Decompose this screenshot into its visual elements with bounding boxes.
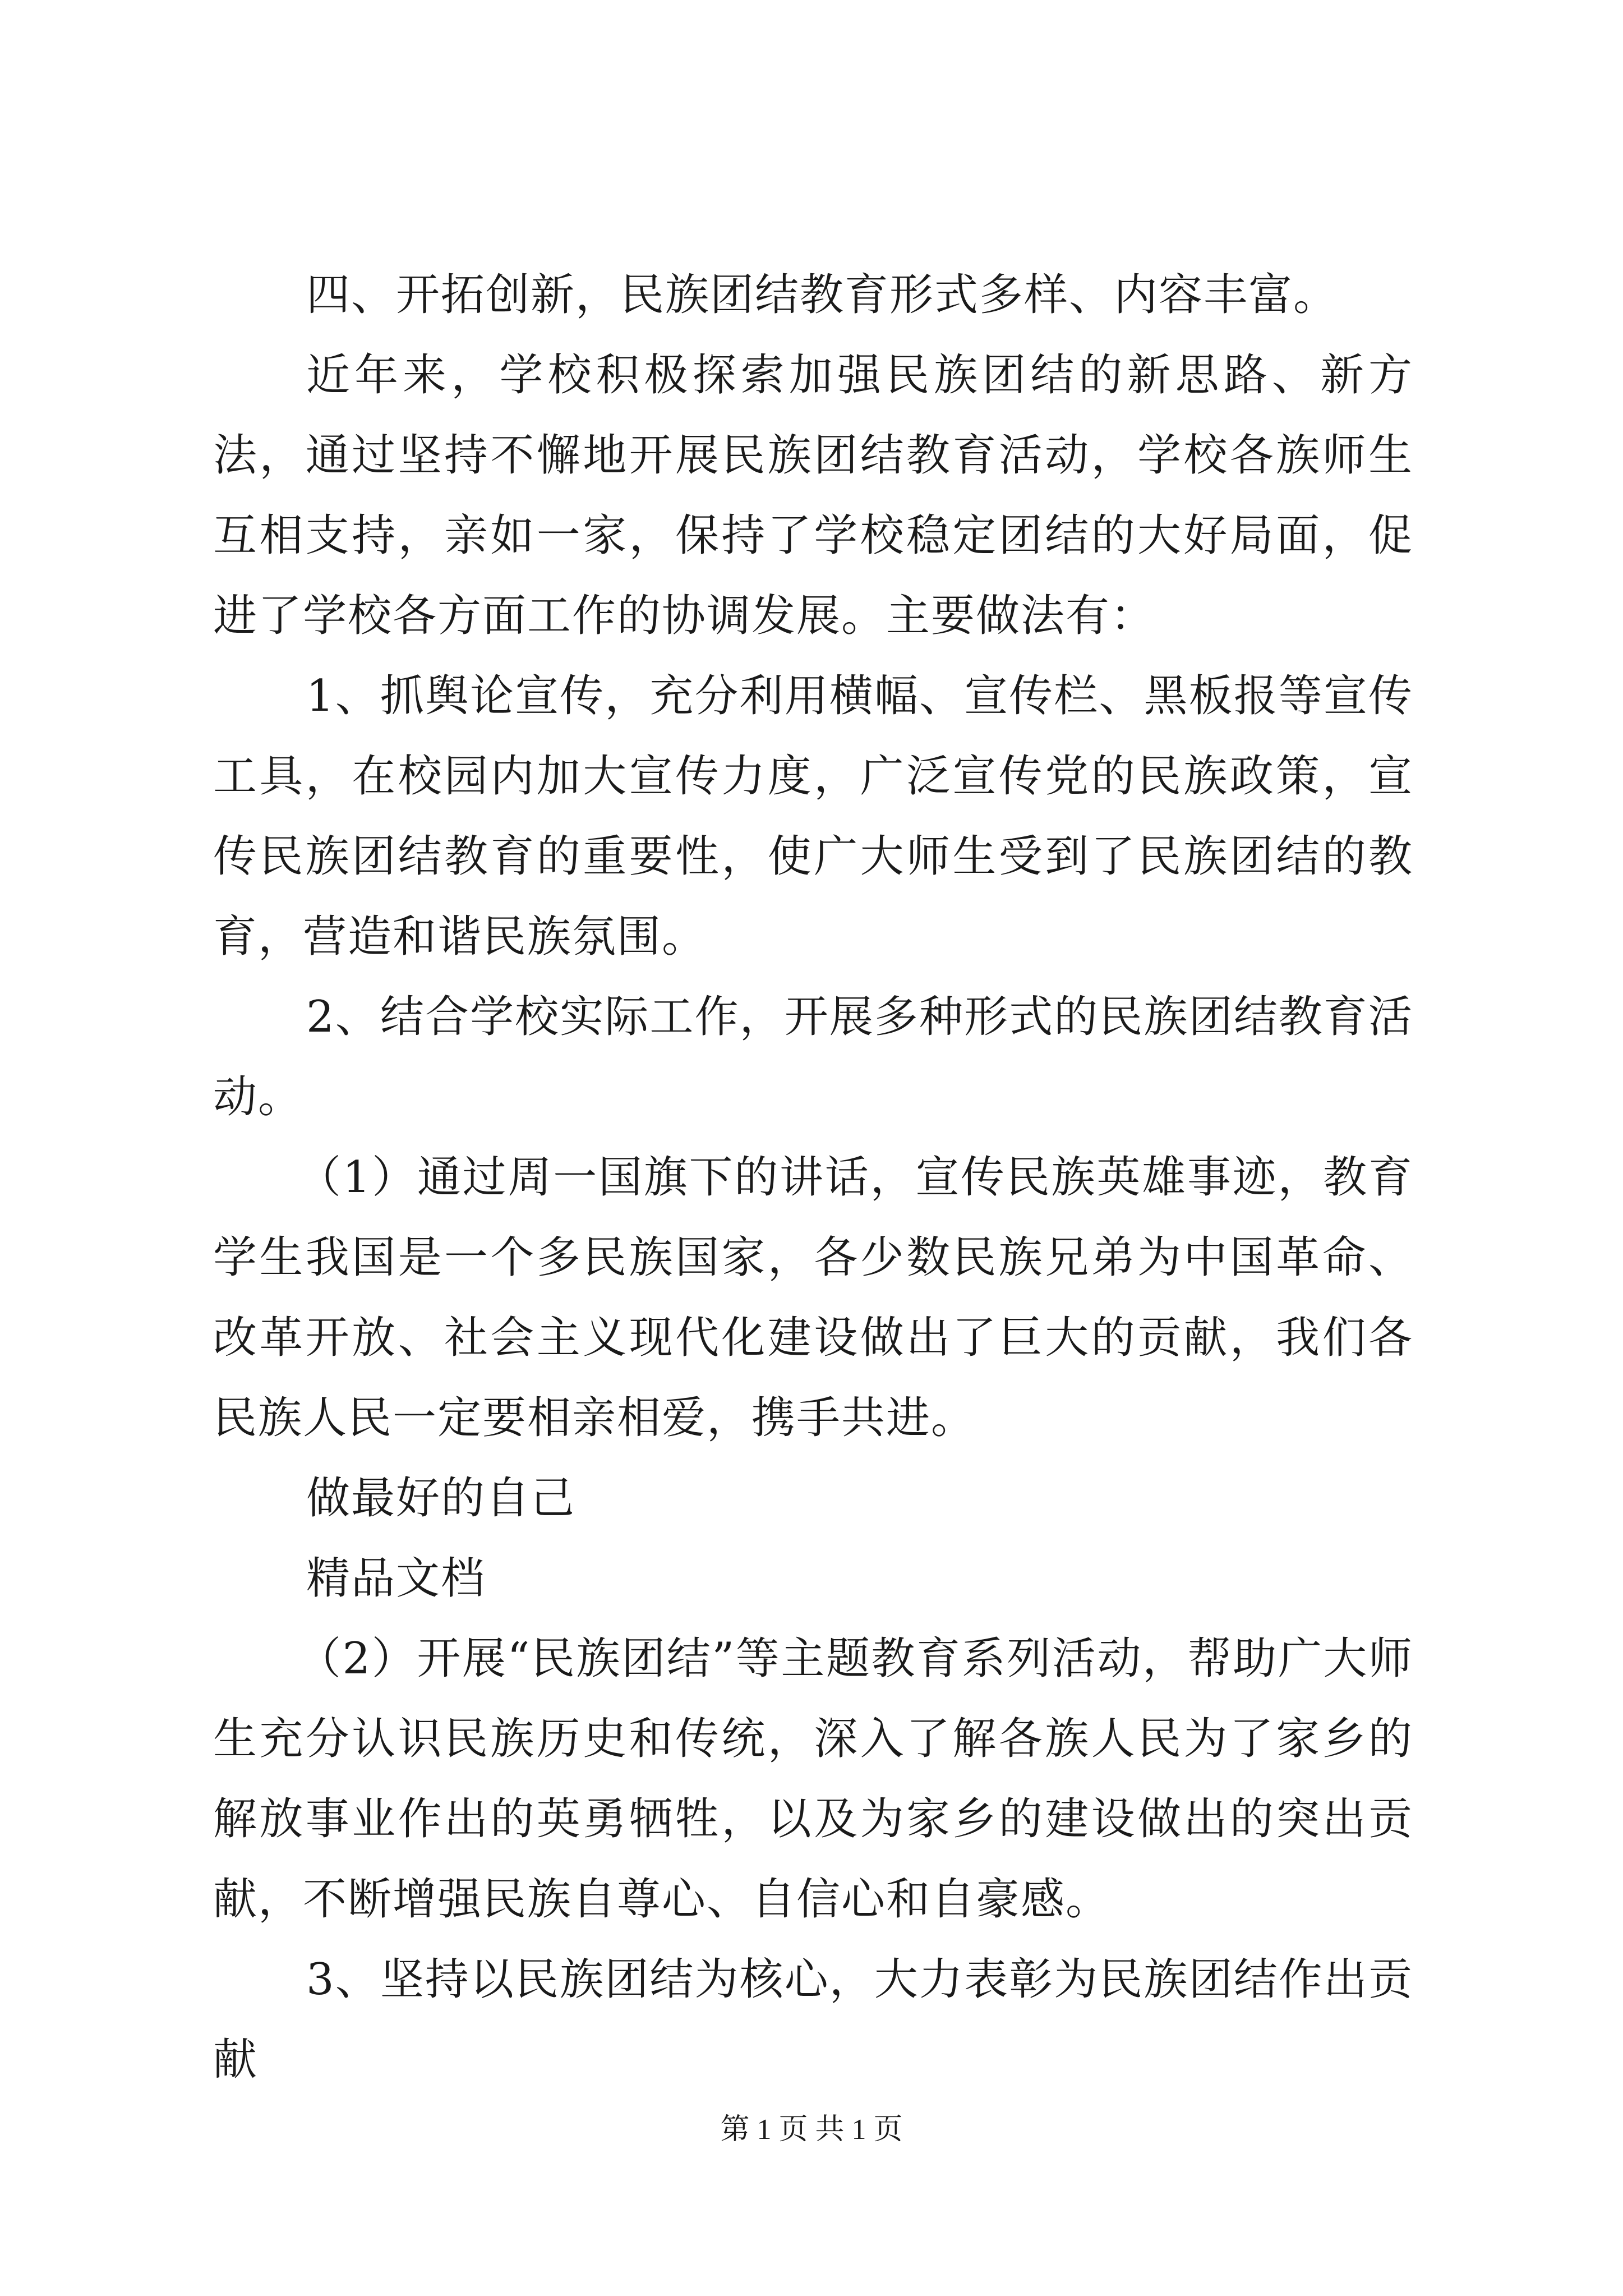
paragraph-intro: 近年来，学校积极探索加强民族团结的新思路、新方法，通过坚持不懈地开展民族团结教育活动，学校各族师生互相支持，亲如一家，保持了学校稳定团结的大好局面，促进了学校各方面工作的协调发展。主要做法有： [213,350,1413,641]
paragraph-subitem-1: （1）通过周一国旗下的讲话，宣传民族英雄事迹，教育学生我国是一个多民族国家，各少数民族兄弟为中国革命、改革开放、社会主义现代化建设做出了巨大的贡献，我们各民族人民一定要相亲相爱，携手共进。 [213,1152,1413,1443]
section-heading: 四、开拓创新，民族团结教育形式多样、内容丰富。 [306,270,1339,320]
paragraph-item-2: 2、结合学校实际工作，开展多种形式的民族团结教育活动。 [213,992,1413,1122]
paragraph-note-2: 精品文档 [306,1553,486,1604]
paragraph-note-1: 做最好的自己 [306,1473,576,1524]
document-body [213,255,1413,2100]
paragraph-item-3: 3、坚持以民族团结为核心，大力表彰为民族团结作出贡献 [213,1954,1413,2085]
paragraph-subitem-2: （2）开展“民族团结”等主题教育系列活动，帮助广大师生充分认识民族历史和传统，深入了解各族人民为了家乡的解放事业作出的英勇牺牲，以及为家乡的建设做出的突出贡献，不断增强民族自尊心、自信心和自豪感。 [213,1634,1413,1925]
paragraph-item-1: 1、抓舆论宣传，充分利用横幅、宣传栏、黑板报等宣传工具，在校园内加大宣传力度，广泛宣传党的民族政策，宣传民族团结教育的重要性，使广大师生受到了民族团结的教育，营造和谐民族氛围。 [213,671,1413,962]
page-footer: 第 1 页 共 1 页 [720,2114,903,2146]
